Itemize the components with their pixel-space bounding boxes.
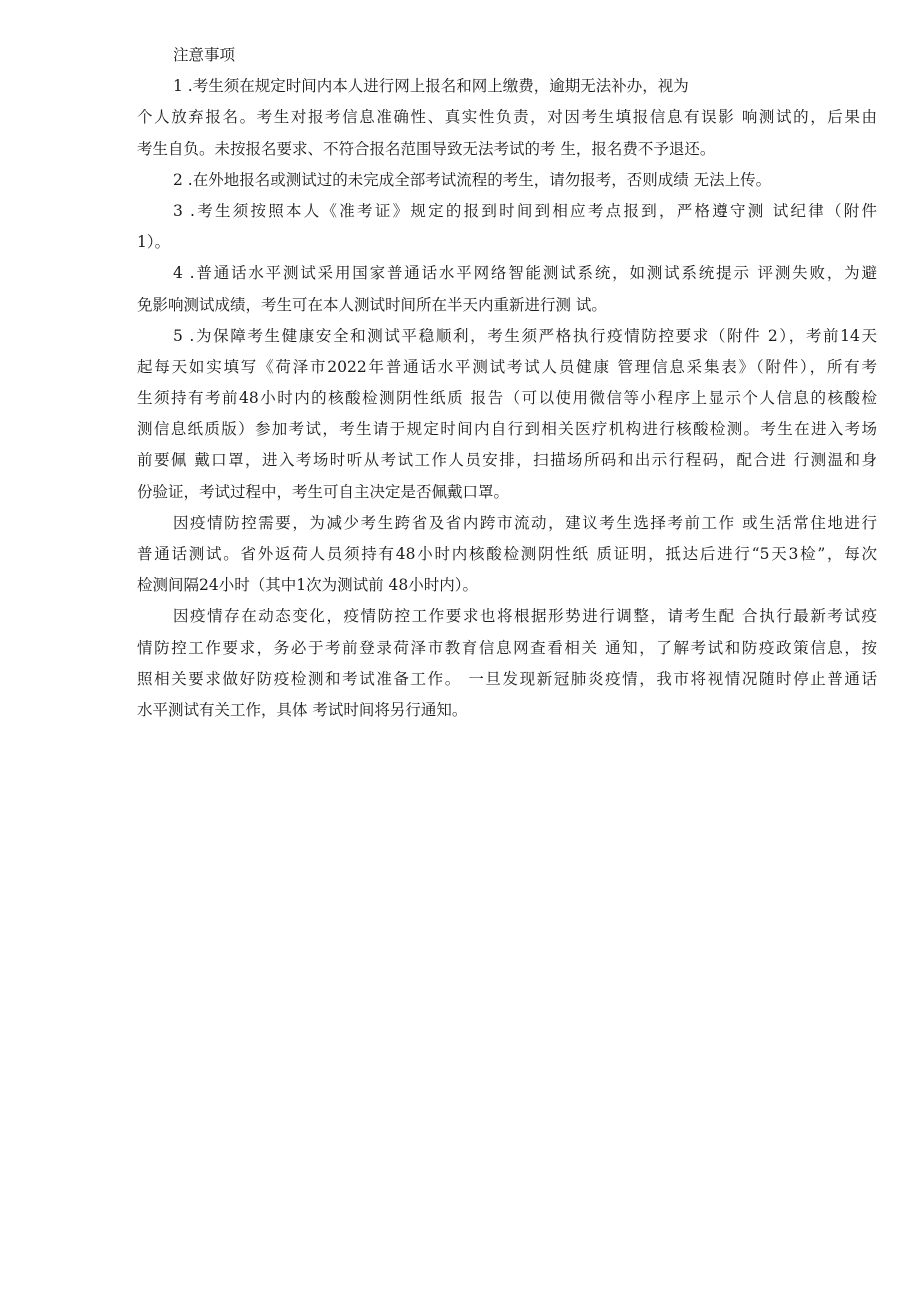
item-1-line-2: 个人放弃报名。考生对报考信息准确性、真实性负责，对因考生填报信息有误影 响测试的，后果由 bbox=[137, 108, 877, 127]
paragraph-7-line-1: 因疫情存在动态变化，疫情防控工作要求也将根据形势进行调整，请考生配 合执行最新考试疫 bbox=[173, 607, 877, 626]
item-3-line-1: 3 .考生须按照本人《准考证》规定的报到时间到相应考点报到，严格遵守测 试纪律（附件 bbox=[173, 201, 877, 220]
item-1-line-1: 1 .考生须在规定时间内本人进行网上报名和网上缴费，逾期无法补办，视为 bbox=[173, 77, 689, 96]
item-5-line-6: 份验证，考试过程中，考生可自主决定是否佩戴口罩。 bbox=[137, 482, 510, 501]
item-5-line-4: 测信息纸质版）参加考试，考生请于规定时间内自行到相关医疗机构进行核酸检测。考生在进入考场 bbox=[137, 420, 877, 439]
paragraph-7-line-3: 照相关要求做好防疫检测和考试准备工作。 一旦发现新冠肺炎疫情，我市将视情况随时停止普通话 bbox=[137, 669, 877, 688]
item-2-line-1: 2 .在外地报名或测试过的未完成全部考试流程的考生，请勿报考，否则成绩 无法上传。 bbox=[173, 170, 772, 189]
paragraph-6-line-3: 检测间隔24小时（其中1次为测试前 48小时内）。 bbox=[137, 576, 478, 595]
document-body bbox=[137, 40, 877, 726]
item-4-line-2: 免影响测试成绩，考生可在本人测试时间所在半天内重新进行测 试。 bbox=[137, 295, 607, 314]
item-3-line-2: 1）。 bbox=[137, 233, 171, 252]
paragraph-7-line-2: 情防控工作要求，务必于考前登录荷泽市教育信息网查看相关 通知，了解考试和防疫政策信息，按 bbox=[137, 638, 877, 657]
paragraph-7-line-4: 水平测试有关工作，具体 考试时间将另行通知。 bbox=[137, 700, 468, 719]
document-heading: 注意事项 bbox=[173, 46, 236, 64]
item-5-line-3: 生须持有考前48小时内的核酸检测阴性纸质 报告（可以使用微信等小程序上显示个人信息的核酸检 bbox=[137, 389, 877, 408]
paragraph-6-line-1: 因疫情防控需要，为减少考生跨省及省内跨市流动，建议考生选择考前工作 或生活常住地进行 bbox=[173, 513, 877, 532]
item-4-line-1: 4 .普通话水平测试采用国家普通话水平网络智能测试系统，如测试系统提示 评测失败，为避 bbox=[173, 264, 877, 283]
item-1-line-3: 考生自负。未按报名要求、不符合报名范围导致无法考试的考 生，报名费不予退还。 bbox=[137, 139, 716, 158]
item-5-line-2: 起每天如实填写《荷泽市2022年普通话水平测试考试人员健康 管理信息采集表》（附件），所有考 bbox=[137, 357, 877, 376]
item-5-line-1: 5 .为保障考生健康安全和测试平稳顺利，考生须严格执行疫情防控要求（附件 2），考前14天 bbox=[173, 326, 877, 345]
item-5-line-5: 前要佩 戴口罩，进入考场时听从考试工作人员安排，扫描场所码和出示行程码，配合进 行测温和身 bbox=[137, 451, 877, 470]
paragraph-6-line-2: 普通话测试。省外返荷人员须持有48小时内核酸检测阴性纸 质证明，抵达后进行“5天3检”，每次 bbox=[137, 545, 877, 563]
